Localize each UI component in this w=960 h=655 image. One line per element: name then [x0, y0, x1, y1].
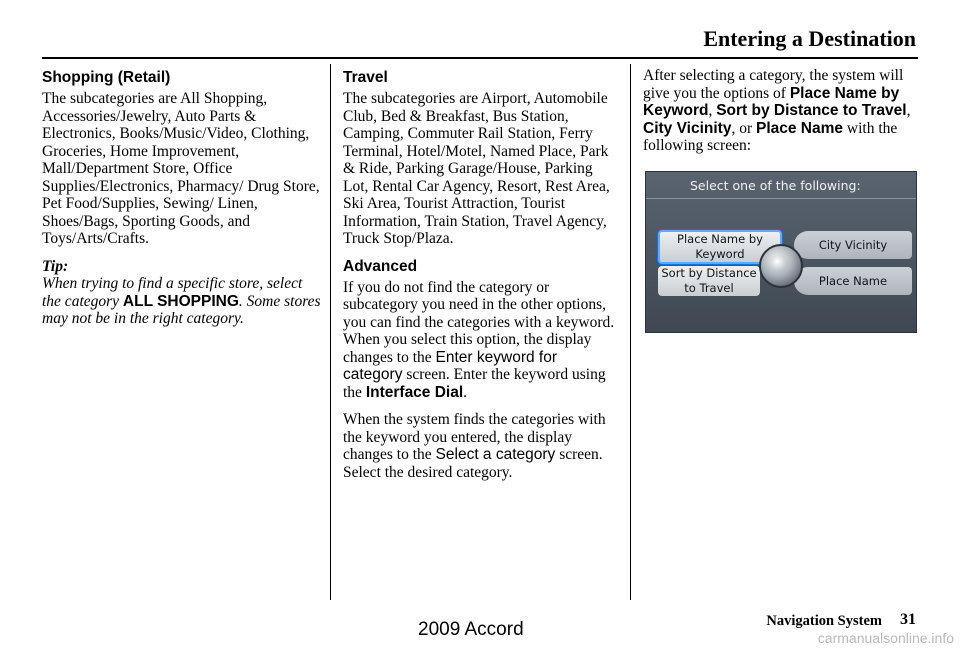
page-number: 31 — [900, 611, 916, 628]
advanced-p2-c: screen. Select the desired category. — [343, 446, 603, 481]
advanced-heading: Advanced — [343, 257, 418, 275]
column-divider-2 — [630, 64, 631, 600]
place-name-by-keyword-line-2: Keyword — [695, 247, 745, 261]
advanced-paragraph-1 — [343, 279, 618, 402]
column-divider-1 — [330, 64, 331, 600]
tip-text-after: . Some stores may not be in the right category. — [42, 292, 321, 327]
column-travel — [343, 67, 618, 491]
advanced-p1-a: If you do not find the category or subcategory you need in the other options, you can find the categories with a keyword. When you select this option, the display changes to the — [343, 278, 615, 366]
city-vicinity-label: City Vicinity — [818, 237, 888, 252]
screen-divider — [646, 198, 916, 199]
travel-heading: Travel — [343, 69, 388, 86]
options-paragraph — [643, 67, 918, 155]
screen-header: Select one of the following: — [690, 178, 861, 193]
advanced-p2-a: When the system finds the categories with the keyword you entered, the display changes to the — [343, 411, 606, 463]
option-city-vicinity: City Vicinity — [643, 119, 732, 137]
sort-by-distance-label — [661, 266, 756, 296]
place-name-button[interactable] — [794, 267, 912, 295]
advanced-p1-e: . — [463, 383, 468, 401]
advanced-p1-c: screen. Enter the keyword using the — [343, 366, 606, 401]
shopping-body: The subcategories are All Shopping, Accessories/Jewelry, Auto Parts & Electronics, Books/Music/Video, Clothing, Groceries, Home Improvement, Mall/Department Store, Office Supplies/Electronics, Pharmacy/ Drug Store, Pet Food/Supplies, Sewing/ Linen, Shoes/Bags, Sporting Goods, and Toys/Arts/Crafts. — [42, 90, 320, 247]
tip-title: Tip: — [42, 257, 69, 275]
place-name-by-keyword-line-1: Place Name by — [677, 232, 763, 246]
city-vicinity-button[interactable] — [794, 231, 912, 259]
sort-by-distance-line-1: Sort by Distance — [661, 266, 757, 280]
shopping-heading: Shopping (Retail) — [42, 69, 171, 86]
column-options — [643, 67, 918, 165]
option-place-name: Place Name — [755, 119, 844, 137]
advanced-paragraph-2 — [343, 411, 618, 481]
option-sort-distance: Sort by Distance to Travel — [716, 102, 907, 119]
place-name-by-keyword-label — [677, 232, 763, 262]
advanced-p1-d: Interface Dial — [365, 383, 464, 401]
interface-dial-icon — [759, 244, 803, 288]
sort-by-distance-line-2: to Travel — [684, 281, 734, 295]
advanced-p1-b: Enter keyword for category — [343, 348, 558, 383]
tip-text-before: When trying to find a specific store, select the category — [42, 275, 303, 310]
options-text-a: After selecting a category, the system will give you the options of — [643, 67, 904, 102]
options-sep-3: , or — [731, 119, 756, 137]
sort-by-distance-button[interactable] — [658, 266, 760, 296]
advanced-p2-b: Select a category — [435, 446, 556, 463]
watermark: carmanualsonline.info — [817, 630, 954, 646]
footer-model: 2009 Accord — [418, 619, 524, 640]
place-name-label: Place Name — [818, 273, 888, 288]
nav-screen-image — [645, 171, 917, 333]
options-sep-1: , — [708, 102, 717, 119]
tip-highlight: ALL SHOPPING — [122, 292, 239, 310]
page-title: Entering a Destination — [703, 26, 916, 51]
options-sep-2: , — [906, 102, 911, 119]
option-place-name-keyword: Place Name by Keyword — [643, 84, 900, 119]
column-shopping — [42, 67, 322, 338]
title-divider — [42, 57, 918, 59]
tip-text — [42, 275, 322, 328]
travel-body: The subcategories are Airport, Automobile Club, Bed & Breakfast, Bus Station, Camping, Commuter Rail Station, Ferry Terminal, Hotel/Motel, Named Place, Park & Ride, Parking Garage/House, Parking Lot, Rental Car Agency, Resort, Rest Area, Ski Area, Tourist Attraction, Tourist Information, Train Station, Travel Agency, Truck Stop/Plaza. — [343, 90, 610, 247]
footer-section: Navigation System — [766, 613, 882, 629]
interface-dial-center — [770, 255, 788, 273]
options-text-end: with the following screen: — [643, 119, 898, 154]
